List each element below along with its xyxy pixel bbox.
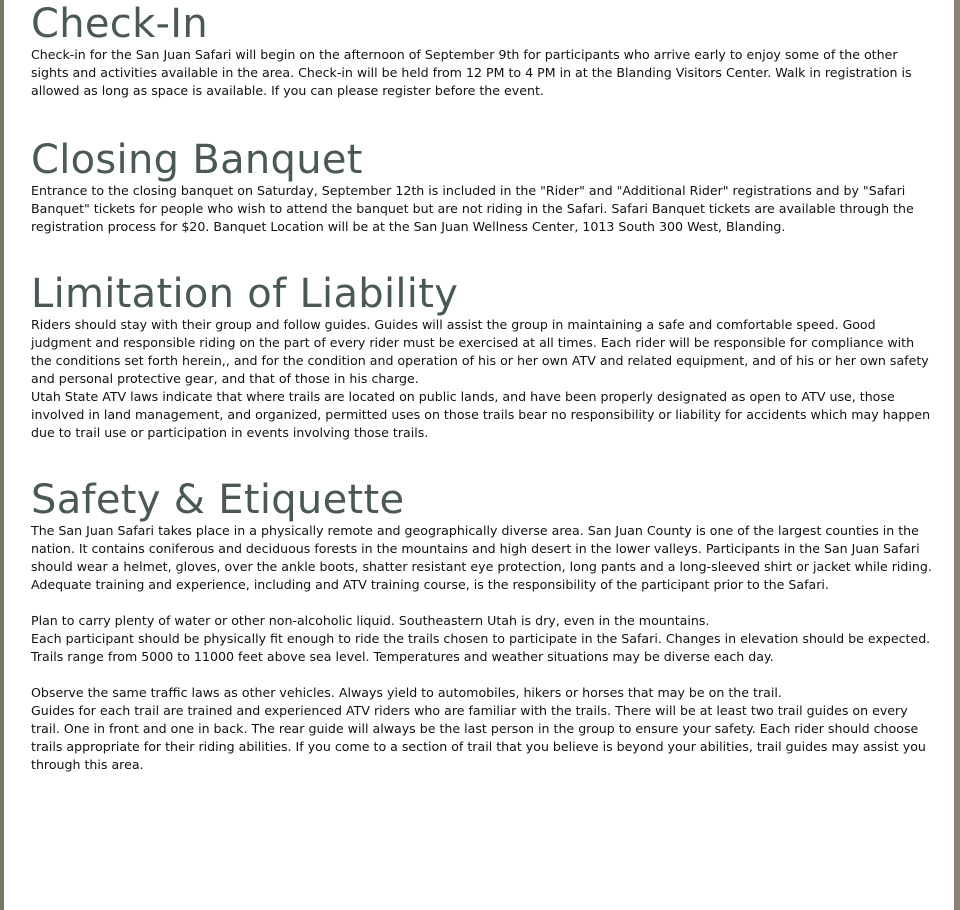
section-safety-etiquette — [31, 478, 934, 774]
section-title-safety-etiquette: Safety & Etiquette — [31, 477, 405, 523]
paragraph-spacer — [31, 594, 934, 612]
section-body-check-in: Check-in for the San Juan Safari will begin on the afternoon of September 9th for participants who arrive early to enjoy some of the other sights and activities available in the area. Check-in will be held from 12 PM to 4 PM in at the Blanding Visitors Center. Walk in registration is allowed as long as space is available. If you can please register before the event. — [31, 47, 912, 98]
section-body-liability-paragraph-1: Riders should stay with their group and follow guides. Guides will assist the group in maintaining a safe and comfortable speed. Good judgment and responsible riding on the part of every rider must be exercised at all times. Each rider will be responsible for compliance with the conditions set forth herein,, and for the condition and operation of his or her own ATV and related equipment, and of his or her own safety and personal protective gear, and that of those in his charge. — [31, 317, 929, 386]
section-limitation-of-liability — [31, 272, 934, 442]
section-body-safety-paragraph-2: Plan to carry plenty of water or other non-alcoholic liquid. Southeastern Utah is dry, even in the mountains. — [31, 613, 710, 628]
section-closing-banquet — [31, 138, 934, 236]
section-title-check-in: Check-In — [31, 1, 209, 47]
content-page — [4, 0, 954, 910]
content-column — [4, 2, 954, 774]
paragraph-spacer — [31, 666, 934, 684]
section-body-safety-paragraph-4: Observe the same traffic laws as other vehicles. Always yield to automobiles, hikers or horses that may be on the trail. — [31, 685, 782, 700]
section-check-in — [31, 2, 934, 100]
section-body-liability-paragraph-2: Utah State ATV laws indicate that where trails are located on public lands, and have been properly designated as open to ATV use, those involved in land management, and organized, permitted uses on those trails bear no responsibility or liability for accidents which may happen due to trail use or participation in events involving those trails. — [31, 389, 931, 440]
section-title-closing-banquet: Closing Banquet — [31, 137, 363, 183]
section-body-safety-paragraph-5: Guides for each trail are trained and experienced ATV riders who are familiar with the trails. There will be at least two trail guides on every trail. One in front and one in back. The rear guide will always be the last person in the group to ensure your safety. Each rider should choose trails appropriate for their riding abilities. If you come to a section of trail that you believe is beyond your abilities, trail guides may assist you through this area. — [31, 703, 926, 772]
section-body-safety-paragraph-3: Each participant should be physically fit enough to ride the trails chosen to participate in the Safari. Changes in elevation should be expected. Trails range from 5000 to 11000 feet above sea level. Temperatures and weather situations may be diverse each day. — [31, 631, 931, 664]
section-body-closing-banquet: Entrance to the closing banquet on Saturday, September 12th is included in the "Rider" and "Additional Rider" registrations and by "Safari Banquet" tickets for people who wish to attend the banquet but are not riding in the Safari. Safari Banquet tickets are available through the registration process for $20. Banquet Location will be at the San Juan Wellness Center, 1013 South 300 West, Blanding. — [31, 183, 914, 234]
section-body-safety-paragraph-1: The San Juan Safari takes place in a physically remote and geographically diverse area. San Juan County is one of the largest counties in the nation. It contains coniferous and deciduous forests in the mountains and high desert in the lower valleys. Participants in the San Juan Safari should wear a helmet, gloves, over the ankle boots, shatter resistant eye protection, long pants and a long-sleeved shirt or jacket while riding. Adequate training and experience, including and ATV training course, is the responsibility of the participant prior to the Safari. — [31, 523, 932, 592]
section-title-limitation-of-liability: Limitation of Liability — [31, 271, 459, 317]
